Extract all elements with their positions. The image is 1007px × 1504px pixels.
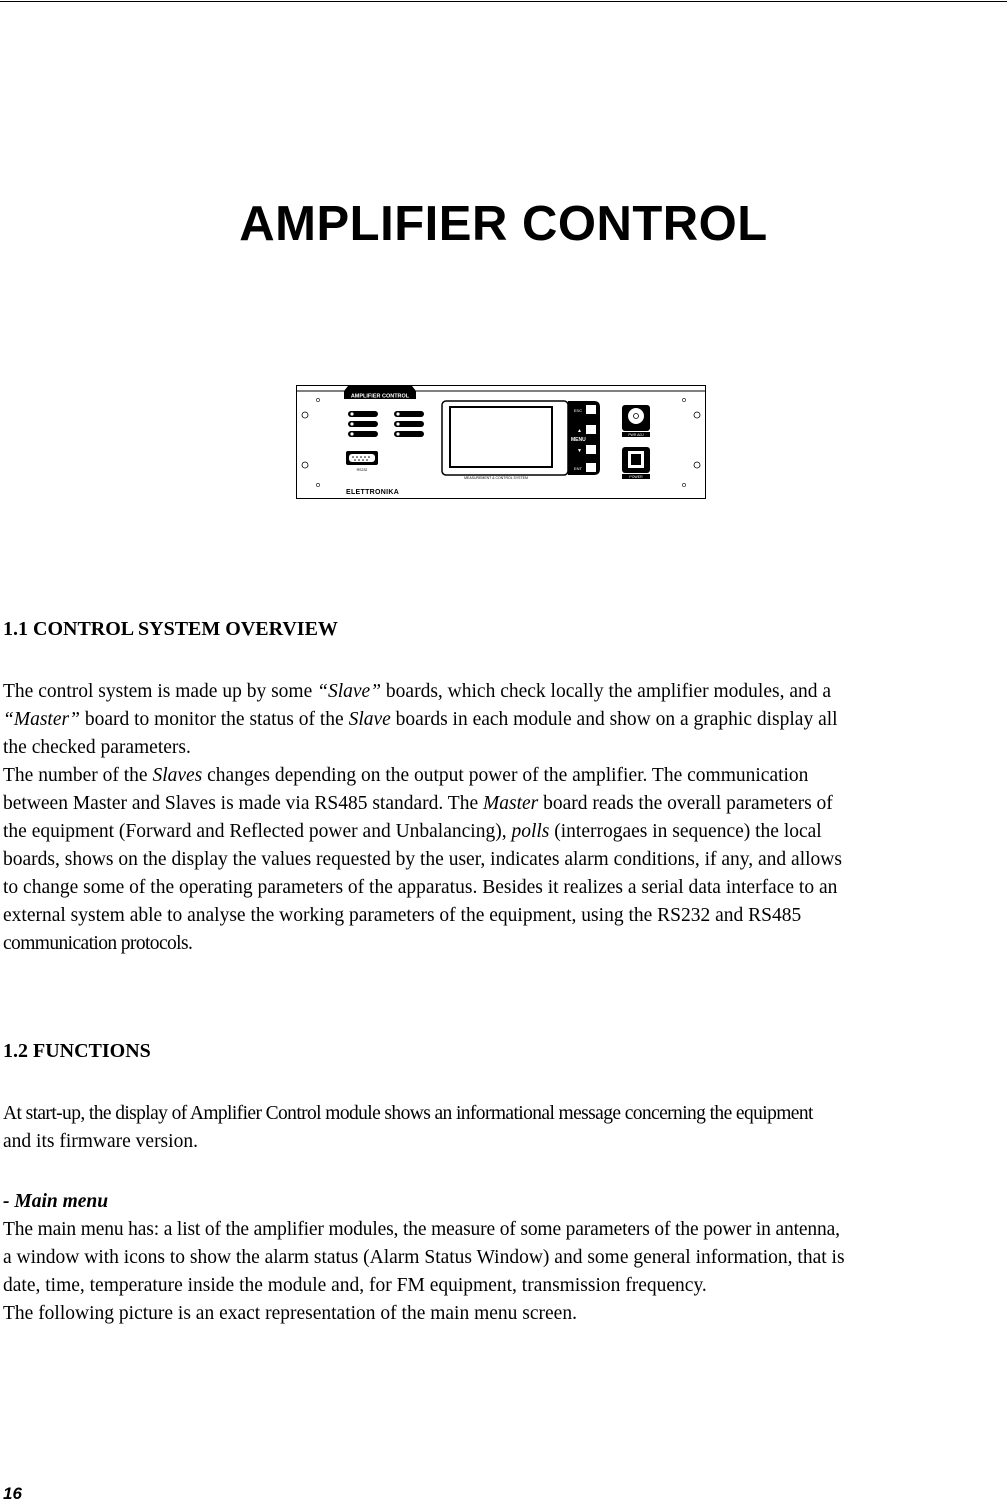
down-button — [586, 445, 596, 454]
graphic-display — [450, 407, 552, 467]
text-line: a window with icons to show the alarm status (Alarm Status Window) and some general information, that is — [3, 1247, 845, 1268]
svg-text:ENT: ENT — [574, 466, 582, 471]
text-line: between Master and Slaves is made via RS485 standard. The Master board reads the overall parameters of — [3, 793, 833, 814]
text-line: the checked parameters. — [3, 737, 191, 758]
top-rule — [0, 1, 1007, 2]
text-line: the equipment (Forward and Reflected power and Unbalancing), polls (interrogaes in sequence) the local — [3, 821, 822, 842]
main-menu-section — [3, 1188, 1003, 1328]
svg-text:PWR ADJ: PWR ADJ — [628, 433, 644, 437]
text-line: and its firmware version. — [3, 1131, 198, 1152]
text-line: communication protocols. — [3, 933, 193, 954]
page-number: 16 — [3, 1484, 22, 1503]
text-line: The main menu has: a list of the amplifier modules, the measure of some parameters of the power in antenna, — [3, 1219, 840, 1240]
up-button — [586, 425, 596, 434]
up-arrow-icon: ▲ — [577, 428, 582, 434]
brand-logo: ELETTRONIKA — [346, 489, 400, 496]
overview-body — [3, 678, 1003, 958]
section-heading-functions: 1.2 FUNCTIONS — [3, 1040, 151, 1062]
text-line: The number of the Slaves changes depending on the output power of the amplifier. The communication — [3, 765, 809, 786]
nav-label: MENU — [571, 437, 586, 443]
section-heading-overview: 1.1 CONTROL SYSTEM OVERVIEW — [3, 618, 338, 640]
text-line: to change some of the operating parameters of the apparatus. Besides it realizes a serial data interface to an — [3, 877, 838, 898]
text-line: The control system is made up by some “Slave” boards, which check locally the amplifier modules, and a — [3, 681, 832, 702]
svg-text:ESC: ESC — [573, 408, 582, 413]
panel-header-text: AMPLIFIER CONTROL — [350, 393, 410, 400]
ent-button — [586, 463, 596, 472]
main-menu-heading: - Main menu — [3, 1191, 109, 1212]
amplifier-control-front-panel — [296, 385, 706, 499]
text-line: “Master” board to monitor the status of the Slave boards in each module and show on a graphic display all — [3, 709, 838, 730]
text-line: boards, shows on the display the values requested by the user, indicates alarm conditions, if any, and allows — [3, 849, 842, 870]
svg-text:POWER: POWER — [629, 475, 643, 479]
connector-label: RS232 — [356, 468, 368, 472]
text-line: external system able to analyse the working parameters of the equipment, using the RS232 and RS485 — [3, 905, 802, 926]
text-line: The following picture is an exact representation of the main menu screen. — [3, 1303, 577, 1324]
display-caption: MEASUREMENT & CONTROL SYSTEM — [464, 476, 528, 480]
esc-button — [586, 405, 596, 414]
text-line: At start-up, the display of Amplifier Control module shows an informational message concerning the equipment — [3, 1103, 813, 1124]
functions-intro — [3, 1100, 1003, 1156]
text-line: date, time, temperature inside the module and, for FM equipment, transmission frequency. — [3, 1275, 707, 1296]
down-arrow-icon: ▼ — [577, 448, 582, 454]
page-title: AMPLIFIER CONTROL — [239, 197, 768, 251]
